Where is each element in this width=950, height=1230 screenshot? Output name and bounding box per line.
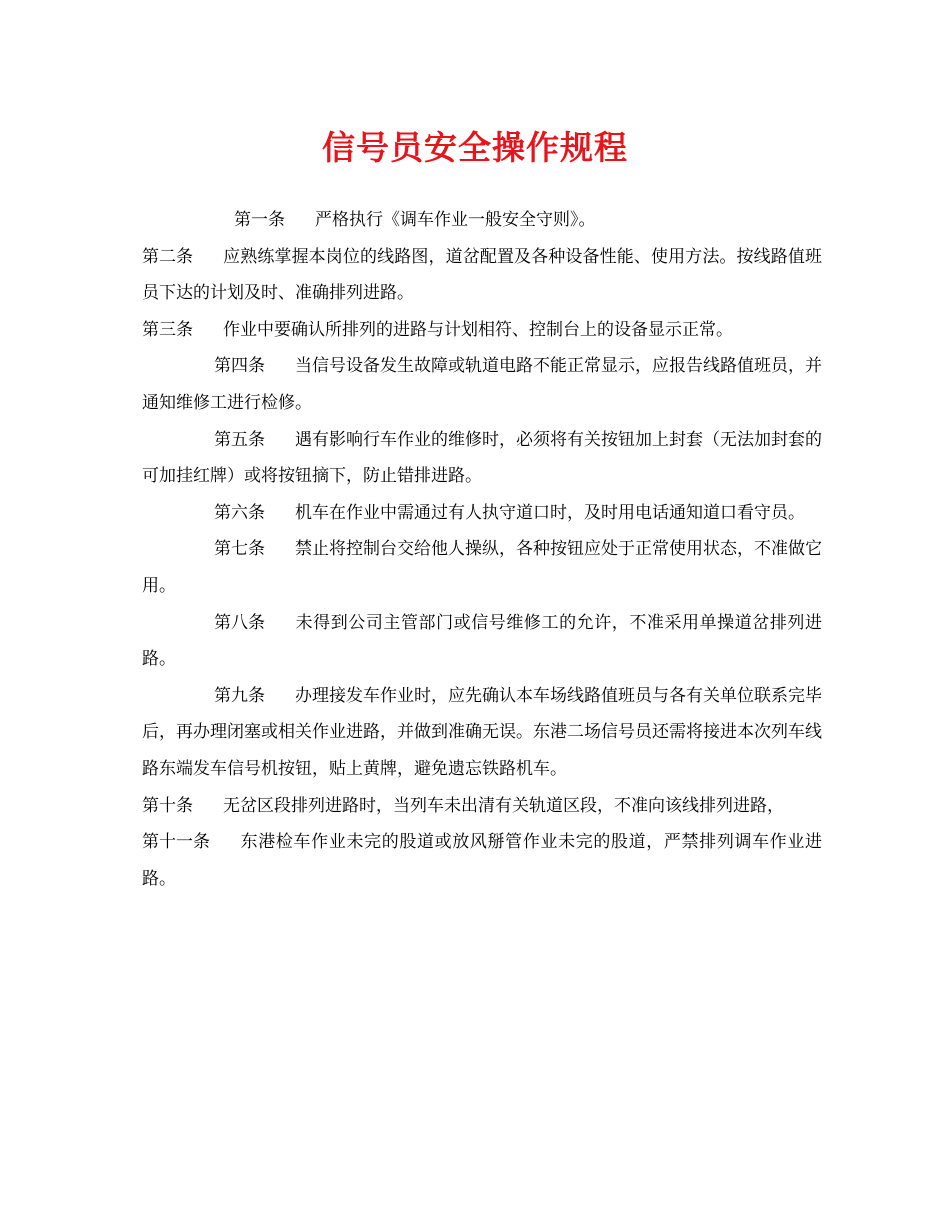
- article-text: 遇有影响行车作业的维修时，必须将有关按钮加上封套（无法加封套的可加挂红牌）或将按钮摘下，防止错排进路。: [142, 429, 822, 487]
- article-text: 作业中要确认所排列的进路与计划相符、控制台上的设备显示正常。: [223, 319, 733, 340]
- article-number: 第一条: [234, 210, 285, 230]
- article-text: 东港检车作业未完的股道或放风掰管作业未完的股道，严禁排列调车作业进路。: [142, 832, 822, 889]
- article-text: 严格执行《调车作业一般安全守则》。: [315, 210, 596, 230]
- article-8: [142, 605, 822, 678]
- article-2: [142, 239, 822, 312]
- article-9: [142, 678, 822, 788]
- document-body: [142, 202, 822, 897]
- article-number: 第四条: [214, 356, 265, 377]
- article-number: 第三条: [142, 319, 193, 340]
- article-number: 第六条: [214, 502, 265, 523]
- article-5: [142, 422, 822, 495]
- article-text: 无岔区段排列进路时，当列车未出清有关轨道区段，不准向该线排列进路，: [223, 795, 784, 816]
- article-text: 禁止将控制台交给他人操纵，各种按钮应处于正常使用状态，不准做它用。: [142, 539, 822, 596]
- article-11: [142, 824, 822, 897]
- article-number: 第七条: [214, 539, 265, 560]
- article-3: [142, 312, 822, 349]
- article-7: [142, 531, 822, 604]
- article-10: [142, 788, 822, 825]
- article-text: 未得到公司主管部门或信号维修工的允许，不准采用单操道岔排列进路。: [142, 612, 822, 670]
- article-text: 当信号设备发生故障或轨道电路不能正常显示，应报告线路值班员，并通知维修工进行检修。: [142, 356, 822, 413]
- article-text: 办理接发车作业时，应先确认本车场线路值班员与各有关单位联系完毕后，再办理闭塞或相关作业进路，并做到准确无误。东港二场信号员还需将接进本次列车线路东端发车信号机按钮，贴上黄牌，避免遗忘铁路机车。: [142, 685, 822, 779]
- article-number: 第九条: [214, 685, 265, 706]
- article-number: 第八条: [214, 612, 265, 633]
- article-number: 第十条: [142, 795, 193, 816]
- article-4: [142, 348, 822, 421]
- article-number: 第五条: [214, 429, 265, 450]
- article-number: 第十一条: [142, 832, 210, 853]
- article-text: 应熟练掌握本岗位的线路图，道岔配置及各种设备性能、使用方法。按线路值班员下达的计划及时、准确排列进路。: [142, 246, 822, 304]
- article-1: [142, 202, 822, 239]
- article-text: 机车在作业中需通过有人执守道口时，及时用电话通知道口看守员。: [295, 502, 805, 523]
- article-number: 第二条: [142, 246, 193, 267]
- article-6: [142, 495, 822, 532]
- document-title: 信号员安全操作规程: [322, 128, 628, 167]
